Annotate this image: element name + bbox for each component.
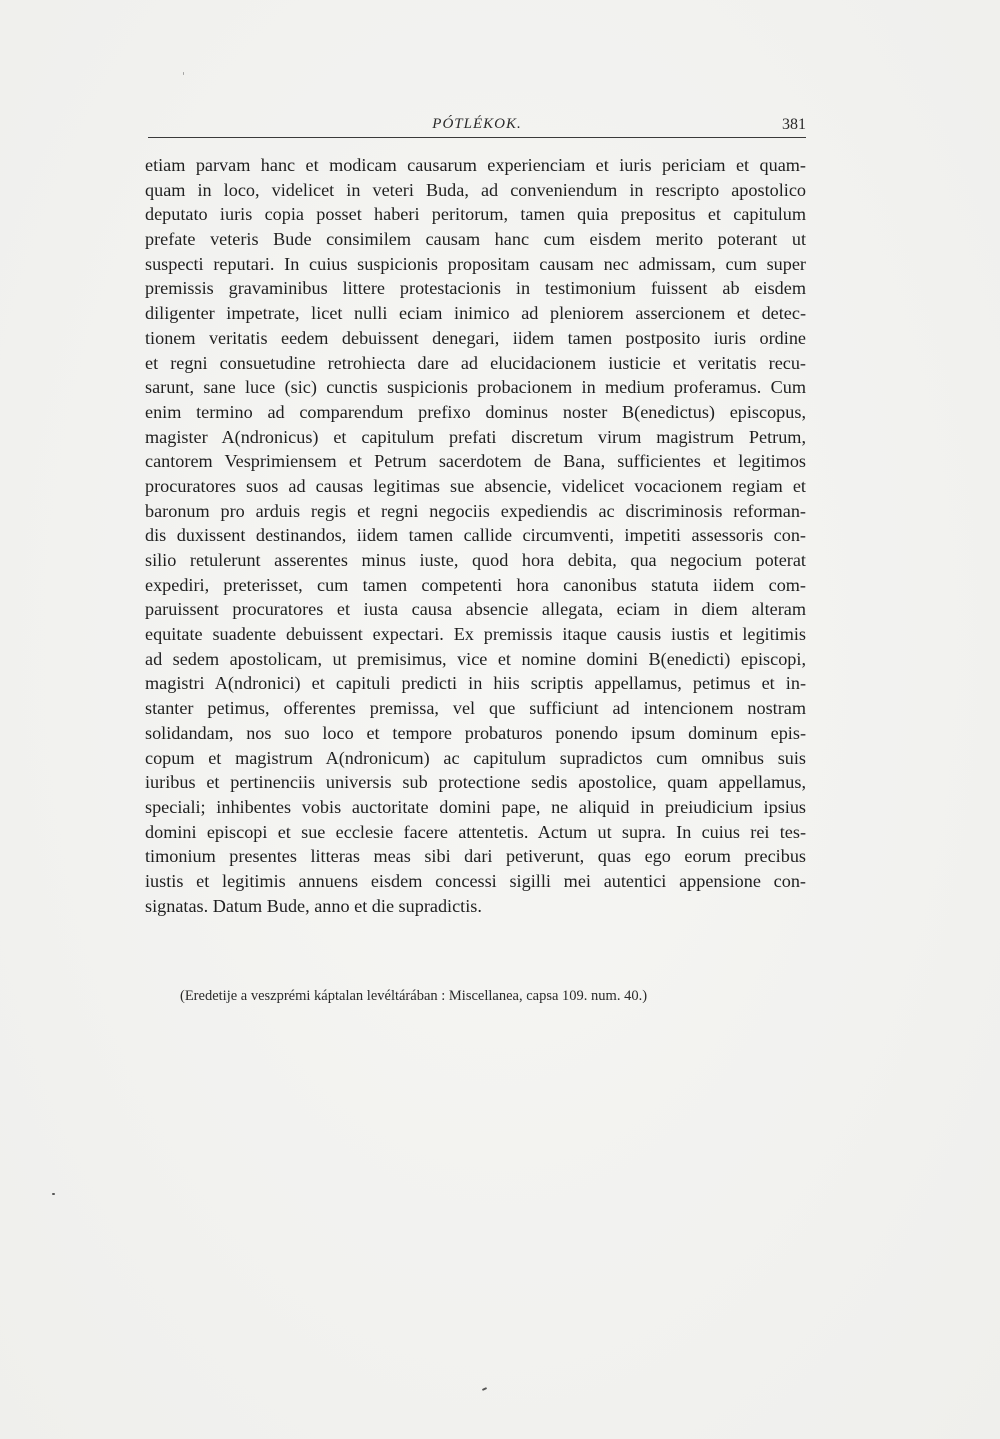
text-line: magistri A(ndronici) et capituli predicti in hiis scriptis appellamus, petimus et in- (145, 673, 806, 694)
header-rule (148, 137, 806, 138)
text-line: domini episcopi et sue ecclesie facere attentetis. Actum ut supra. In cuius rei tes- (145, 821, 806, 842)
text-line: procuratores suos ad causas legitimas sue absencie, videlicet vocacionem regiam et (145, 475, 806, 496)
text-line: cantorem Vesprimiensem et Petrum sacerdotem de Bana, sufficientes et legitimos (145, 451, 806, 472)
text-line: suspecti reputari. In cuius suspicionis propositam causam nec admissam, cum super (145, 253, 806, 274)
text-line: solidandam, nos suo loco et tempore probaturos ponendo ipsum dominum epis- (145, 722, 806, 743)
text-line: diligenter impetrate, licet nulli eciam inimico ad pleniorem assercionem et detec- (145, 303, 806, 324)
text-line: tionem veritatis eedem debuissent denegari, iidem tamen postposito iuris ordine (145, 327, 806, 348)
text-line: et regni consuetudine retrohiecta dare ad elucidacionem iusticie et veritatis recu- (145, 352, 806, 373)
text-line: speciali; inhibentes vobis auctoritate domini pape, ne aliquid in preiudicium ipsius (145, 796, 806, 817)
text-line: paruissent procuratores et iusta causa absencie allegata, eciam in diem alteram (145, 599, 806, 620)
body-text (145, 153, 806, 918)
paper-speck (183, 72, 184, 75)
text-line: timonium presentes litteras meas sibi dari petiverunt, quas ego eorum precibus (145, 846, 806, 867)
text-line: stanter petimus, offerentes premissa, vel que sufficiunt ad intencionem nostram (145, 698, 806, 719)
text-line-last: signatas. Datum Bude, anno et die supradictis. (145, 895, 482, 916)
paper-speck (52, 1193, 55, 1195)
text-line: enim termino ad comparendum prefixo dominus noster B(enedictus) episcopus, (145, 401, 806, 422)
page-number: 381 (782, 116, 806, 133)
text-line: iuribus et pertinenciis universis sub protectione sedis apostolice, quam appellamus, (145, 772, 806, 793)
text-line: quam in loco, videlicet in veteri Buda, ad conveniendum in rescripto apostolico (145, 179, 806, 200)
text-line: premissis gravaminibus littere protestacionis in testimonium fuissent ab eisdem (145, 278, 806, 299)
text-line: magister A(ndronicus) et capitulum prefati discretum virum magistrum Petrum, (145, 426, 806, 447)
text-line: etiam parvam hanc et modicam causarum experienciam et iuris periciam et quam- (145, 155, 806, 175)
running-head (148, 112, 806, 136)
text-line: equitate suadente debuissent expectari. Ex premissis itaque causis iustis et legitimis (145, 624, 806, 645)
text-line: copum et magistrum A(ndronicum) ac capitulum supradictos cum omnibus suis (145, 747, 806, 768)
text-line: ad sedem apostolicam, ut premisimus, vice et nomine domini B(enedicti) episcopi, (145, 648, 806, 669)
text-line: iustis et legitimis annuens eisdem concessi sigilli mei autentici appensione con- (145, 870, 806, 891)
source-note: (Eredetije a veszprémi káptalan levéltárában : Miscellanea, capsa 109. num. 40.) (180, 988, 648, 1004)
text-line: baronum pro arduis regis et regni negociis expediendis ac discriminosis reforman- (145, 500, 806, 521)
paper-speck (482, 1387, 487, 1391)
text-line: sarunt, sane luce (sic) cunctis suspicionis probacionem in medium proferamus. Cum (145, 377, 806, 398)
text-line: silio retulerunt asserentes minus iuste, quod hora debita, qua negocium poterat (145, 550, 806, 570)
running-title: PÓTLÉKOK. (432, 116, 522, 132)
text-line: deputato iuris copia posset haberi peritorum, tamen quia prepositus et capitulum (145, 204, 806, 225)
text-line: dis duxissent destinandos, iidem tamen callide circumventi, impetiti assessoris con- (145, 525, 806, 546)
text-line: expediri, preterisset, cum tamen competenti hora canonibus statuta iidem com- (145, 574, 806, 595)
text-line: prefate veteris Bude consimilem causam hanc cum eisdem merito poterant ut (145, 229, 806, 250)
